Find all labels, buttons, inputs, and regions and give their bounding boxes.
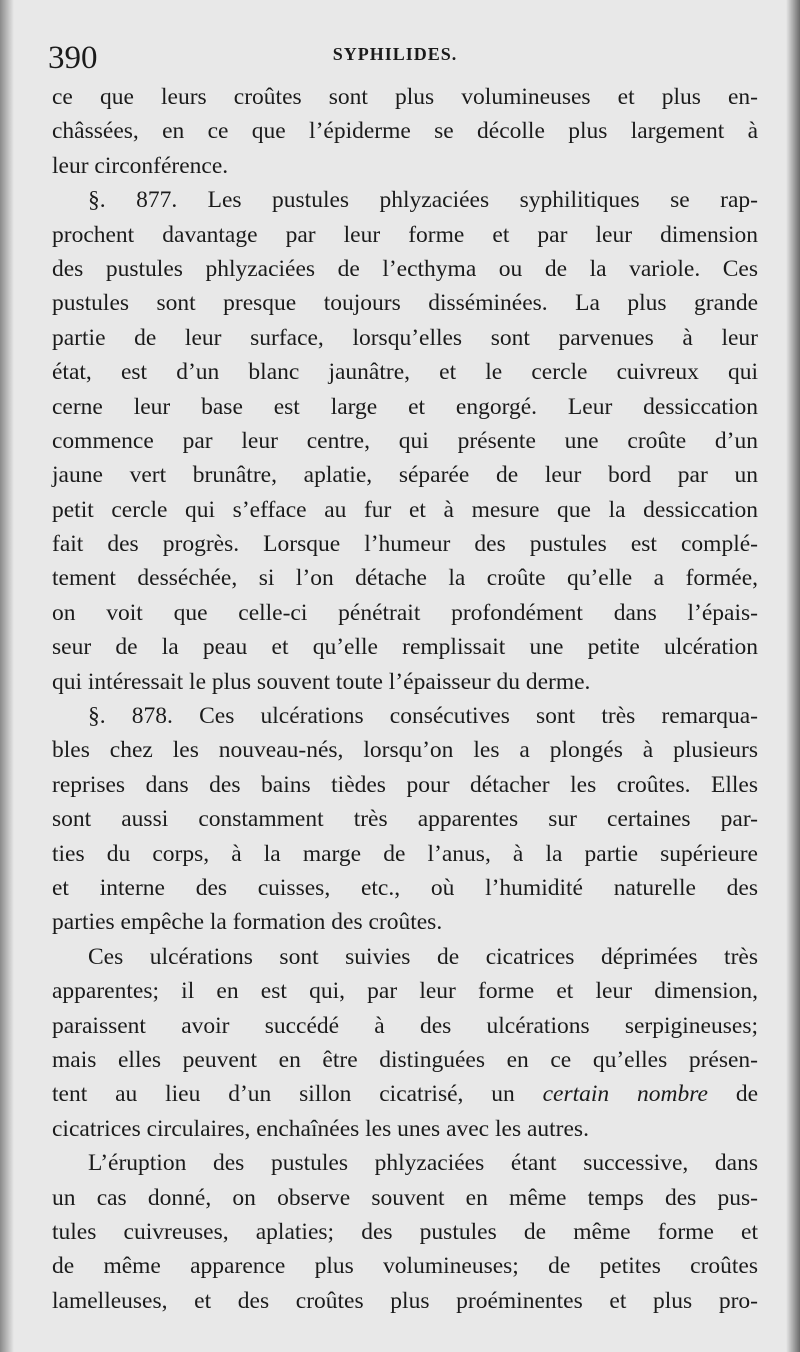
line-segment: tent au lieu d’un sillon cicatrisé, un: [52, 1081, 515, 1108]
text-line: prochent davantage par leur forme et par leur dimension: [52, 221, 758, 248]
page-edge-shadow-right: [786, 0, 800, 1352]
text-line: leur circonférence.: [52, 152, 229, 179]
text-line: jaune vert brunâtre, aplatie, séparée de leur bord par un: [52, 462, 758, 489]
text-line: cerne leur base est large et engorgé. Leur dessiccation: [52, 393, 758, 420]
line-segment: de: [735, 1081, 758, 1108]
italic-phrase: certain nombre: [542, 1081, 708, 1108]
text-line: des pustules phlyzaciées de l’ecthyma ou de la variole. Ces: [52, 255, 758, 282]
text-line: ties du corps, à la marge de l’anus, à la partie supérieure: [52, 840, 758, 867]
text-line: lamelleuses, et des croûtes plus proéminentes et plus pro-: [52, 1287, 758, 1314]
text-line: reprises dans des bains tièdes pour détacher les croûtes. Elles: [52, 771, 758, 798]
text-line: commence par leur centre, qui présente une croûte d’un: [52, 427, 758, 454]
text-line: tement desséchée, si l’on détache la croûte qu’elle a formée,: [52, 565, 758, 592]
body-text: [52, 80, 758, 1318]
text-line: on voit que celle-ci pénétrait profondément dans l’épais-: [52, 599, 758, 626]
text-line: qui intéressait le plus souvent toute l’épaisseur du derme.: [52, 668, 591, 695]
page-header: [48, 36, 742, 80]
text-line: [52, 1077, 758, 1111]
page-number: 390: [48, 40, 98, 76]
section-877-line: §. 877. Les pustules phlyzaciées syphilitiques se rap-: [88, 187, 758, 214]
page-edge-shadow-left: [0, 0, 14, 1352]
text-line: cicatrices circulaires, enchaînées les unes avec les autres.: [52, 1115, 589, 1142]
running-head: SYPHILIDES.: [332, 44, 458, 64]
text-line: sont aussi constamment très apparentes sur certaines par-: [52, 806, 758, 833]
text-line: seur de la peau et qu’elle remplissait une petite ulcération: [52, 634, 758, 661]
text-line: de même apparence plus volumineuses; de petites croûtes: [52, 1253, 758, 1280]
text-line: fait des progrès. Lorsque l’humeur des pustules est complé-: [52, 531, 758, 558]
section-878-line: §. 878. Ces ulcérations consécutives sont très remarqua-: [88, 703, 758, 730]
text-line: pustules sont presque toujours disséminées. La plus grande: [52, 290, 758, 317]
text-line: et interne des cuisses, etc., où l’humidité naturelle des: [52, 874, 758, 901]
text-line: tules cuivreuses, aplaties; des pustules de même forme et: [52, 1218, 758, 1245]
text-line: paraissent avoir succédé à des ulcérations serpigineuses;: [52, 1012, 758, 1039]
text-line: parties empêche la formation des croûtes.: [52, 909, 443, 936]
text-line: mais elles peuvent en être distinguées en ce qu’elles présen-: [52, 1046, 758, 1073]
text-line: partie de leur surface, lorsqu’elles sont parvenues à leur: [52, 324, 758, 351]
text-line: apparentes; il en est qui, par leur forme et leur dimension,: [52, 978, 758, 1005]
paragraph-start-line: Ces ulcérations sont suivies de cicatrices déprimées très: [88, 943, 758, 970]
text-line: châssées, en ce que l’épiderme se décolle plus largement à: [52, 118, 758, 145]
text-line: petit cercle qui s’efface au fur et à mesure que la dessiccation: [52, 496, 758, 523]
text-line: état, est d’un blanc jaunâtre, et le cercle cuivreux qui: [52, 359, 758, 386]
text-line: un cas donné, on observe souvent en même temps des pus-: [52, 1184, 758, 1211]
text-line: ce que leurs croûtes sont plus volumineuses et plus en-: [52, 84, 758, 110]
text-line: bles chez les nouveau-nés, lorsqu’on les a plongés à plusieurs: [52, 737, 758, 764]
paragraph-start-line: L’éruption des pustules phlyzaciées étant successive, dans: [88, 1150, 758, 1177]
